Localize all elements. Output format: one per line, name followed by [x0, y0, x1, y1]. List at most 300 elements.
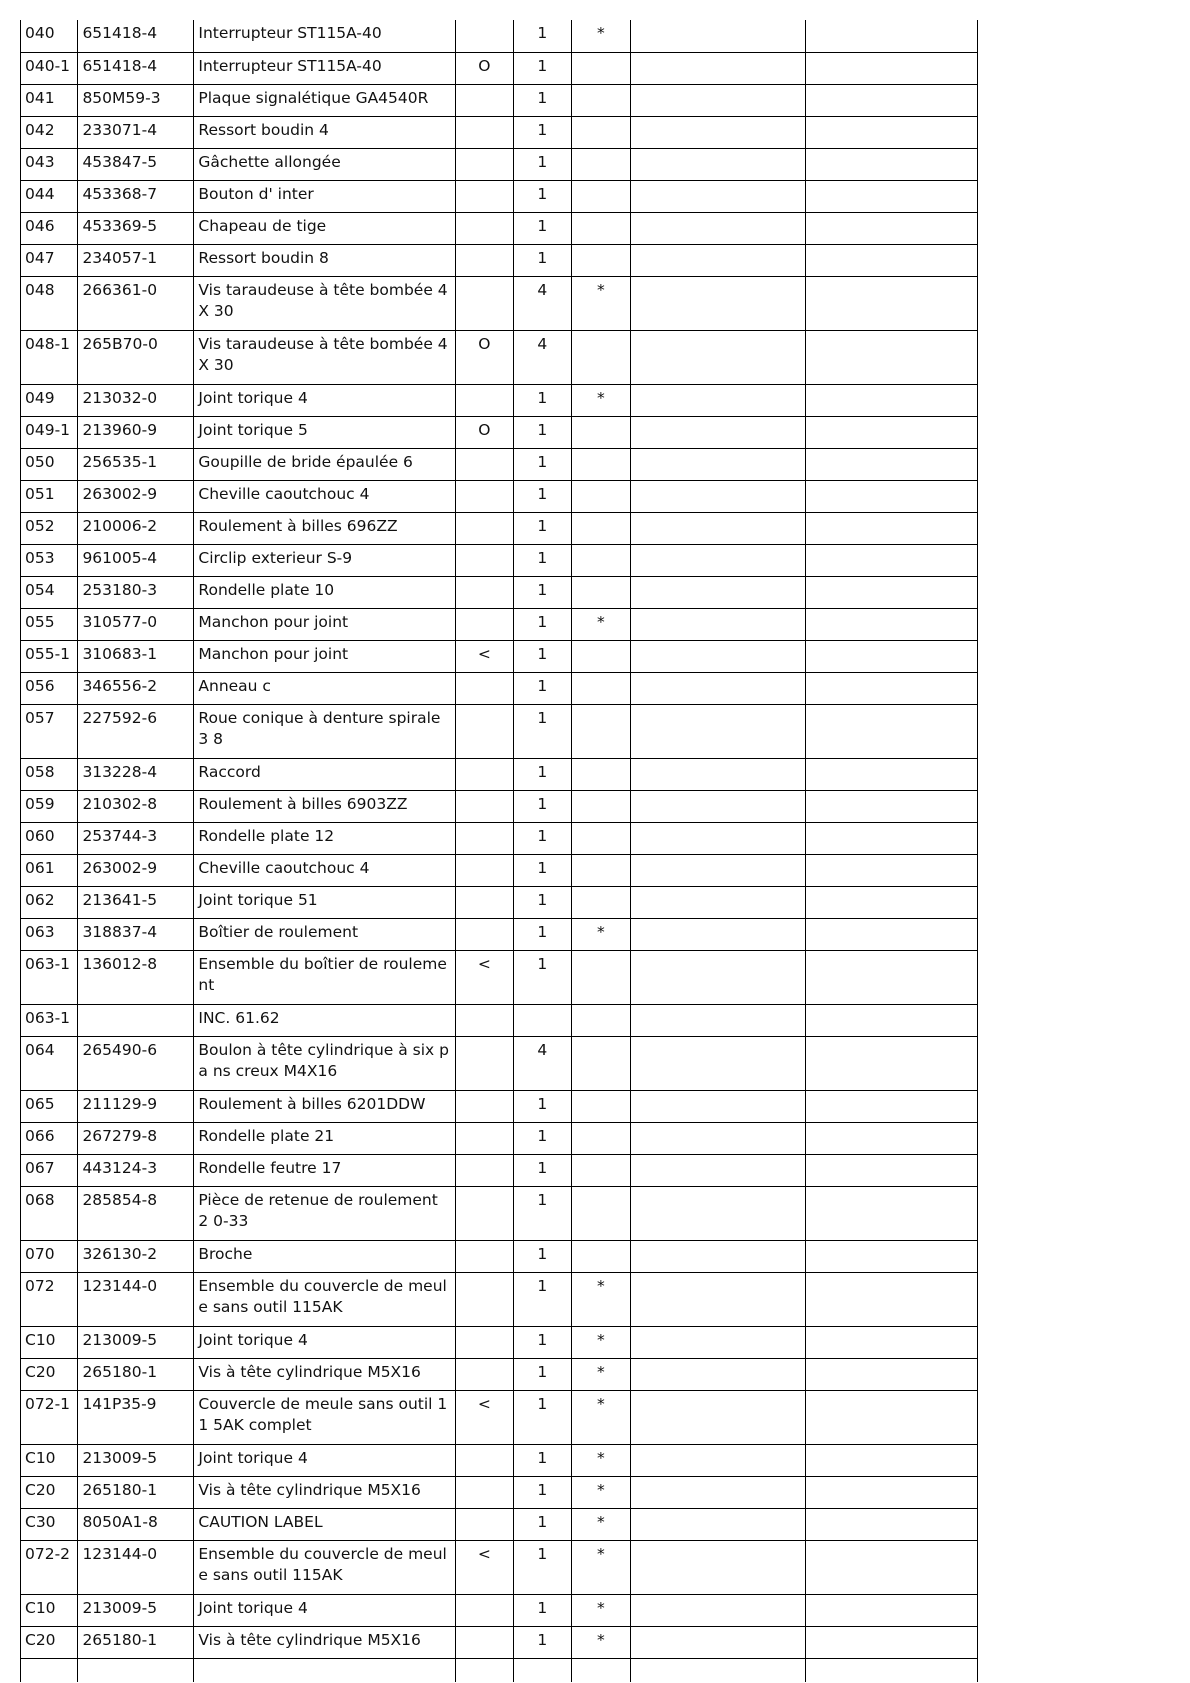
marker: *: [596, 1480, 605, 1499]
marker: [576, 481, 627, 484]
change-code: [460, 1241, 510, 1244]
marker: [576, 705, 627, 708]
part-number-cell: [78, 1508, 194, 1540]
blank-column-b: [810, 545, 973, 548]
part-number: 346556-2: [82, 676, 158, 695]
part-number-cell: [78, 148, 194, 180]
description: Chapeau de tige: [198, 216, 327, 235]
description: Couvercle de meule sans outil 11 5AK complet: [198, 1394, 448, 1434]
blank-column-a-cell: [631, 1358, 805, 1390]
part-number: 234057-1: [82, 248, 158, 267]
item-number: 065: [25, 1094, 55, 1113]
table-row: [21, 1508, 978, 1540]
marker-cell: [571, 1186, 631, 1240]
description-cell: [194, 576, 455, 608]
marker: *: [596, 1330, 605, 1349]
item-number: 066: [25, 1126, 55, 1145]
change-code-cell: [455, 1272, 514, 1326]
marker-cell: [571, 1090, 631, 1122]
marker-cell: [571, 1326, 631, 1358]
part-number: 8050A1-8: [82, 1512, 158, 1531]
blank-column-a: [635, 1509, 800, 1512]
item-number-cell: [21, 1186, 78, 1240]
blank-column-a: [635, 855, 800, 858]
part-number: 256535-1: [82, 452, 158, 471]
blank-column-b: [810, 1327, 973, 1330]
item-number: 054: [25, 580, 55, 599]
change-code-cell: [455, 758, 514, 790]
table-row: [21, 1444, 978, 1476]
quantity-cell: [514, 640, 571, 672]
blank-column-b-cell: [805, 758, 977, 790]
quantity-cell: [514, 1658, 571, 1682]
table-row: [21, 1090, 978, 1122]
description-cell: [194, 672, 455, 704]
marker-cell: [571, 212, 631, 244]
marker: [576, 1037, 627, 1040]
change-code: <: [477, 954, 491, 973]
quantity: 1: [537, 1448, 548, 1467]
part-number: 227592-6: [82, 708, 158, 727]
item-number-cell: [21, 1390, 78, 1444]
blank-column-b-cell: [805, 116, 977, 148]
blank-column-a-cell: [631, 276, 805, 330]
blank-column-a: [635, 577, 800, 580]
item-number-cell: [21, 608, 78, 640]
blank-column-b: [810, 1091, 973, 1094]
blank-column-b: [810, 855, 973, 858]
blank-column-a-cell: [631, 148, 805, 180]
blank-column-b: [810, 481, 973, 484]
quantity-cell: [514, 1122, 571, 1154]
blank-column-a-cell: [631, 480, 805, 512]
marker-cell: [571, 244, 631, 276]
marker-cell: [571, 1154, 631, 1186]
blank-column-b: [810, 513, 973, 516]
description-cell: [194, 1090, 455, 1122]
item-number: 049-1: [25, 420, 71, 439]
table-row: [21, 448, 978, 480]
change-code-cell: [455, 1626, 514, 1658]
table-row: [21, 1272, 978, 1326]
item-number-cell: [21, 330, 78, 384]
description: Broche: [198, 1244, 253, 1263]
blank-column-a-cell: [631, 1090, 805, 1122]
blank-column-b-cell: [805, 1658, 977, 1682]
part-number: 453847-5: [82, 152, 158, 171]
table-row: [21, 822, 978, 854]
blank-column-b: [810, 1595, 973, 1598]
change-code-cell: [455, 212, 514, 244]
description-cell: [194, 640, 455, 672]
description-cell: [194, 1036, 455, 1090]
change-code: [460, 673, 510, 676]
table-row: [21, 330, 978, 384]
description: Joint torique 4: [198, 388, 308, 407]
change-code-cell: [455, 886, 514, 918]
change-code: <: [477, 1394, 491, 1413]
blank-column-b-cell: [805, 854, 977, 886]
part-number: 213960-9: [82, 420, 158, 439]
change-code-cell: [455, 1476, 514, 1508]
blank-column-a: [635, 759, 800, 762]
marker: [576, 117, 627, 120]
blank-column-a: [635, 417, 800, 420]
description: Vis à tête cylindrique M5X16: [198, 1362, 421, 1381]
quantity-cell: [514, 790, 571, 822]
table-row: [21, 918, 978, 950]
quantity: 1: [537, 184, 548, 203]
item-number: 063-1: [25, 954, 71, 973]
description-cell: [194, 758, 455, 790]
change-code: [460, 759, 510, 762]
part-number: 213009-5: [82, 1330, 158, 1349]
blank-column-a: [635, 919, 800, 922]
change-code-cell: [455, 608, 514, 640]
quantity-cell: [514, 1358, 571, 1390]
item-number: 040-1: [25, 56, 71, 75]
blank-column-b: [810, 887, 973, 890]
blank-column-b: [810, 181, 973, 184]
part-number-cell: [78, 1658, 194, 1682]
description: Ressort boudin 4: [198, 120, 329, 139]
description-cell: [194, 1594, 455, 1626]
marker: *: [596, 612, 605, 631]
blank-column-b: [810, 417, 973, 420]
description-cell: [194, 1240, 455, 1272]
table-row: [21, 1626, 978, 1658]
blank-column-b-cell: [805, 1036, 977, 1090]
item-number: 053: [25, 548, 55, 567]
quantity-cell: [514, 480, 571, 512]
description: Anneau c: [198, 676, 271, 695]
blank-column-a-cell: [631, 330, 805, 384]
description: INC. 61.62: [198, 1008, 280, 1027]
part-number: 453368-7: [82, 184, 158, 203]
item-number: 070: [25, 1244, 55, 1263]
description: Joint torique 4: [198, 1330, 308, 1349]
blank-column-a-cell: [631, 416, 805, 448]
description-cell: [194, 52, 455, 84]
item-number-cell: [21, 576, 78, 608]
part-number: 123144-0: [82, 1544, 158, 1563]
marker-cell: [571, 416, 631, 448]
change-code: [460, 117, 510, 120]
description: Interrupteur ST115A-40: [198, 56, 382, 75]
marker: [576, 855, 627, 858]
change-code: [460, 609, 510, 612]
part-number: 263002-9: [82, 484, 158, 503]
blank-column-b-cell: [805, 384, 977, 416]
marker: [576, 245, 627, 248]
part-number: 267279-8: [82, 1126, 158, 1145]
blank-column-a-cell: [631, 1004, 805, 1036]
part-number: 213009-5: [82, 1598, 158, 1617]
description: Boîtier de roulement: [198, 922, 359, 941]
blank-column-b: [810, 1541, 973, 1544]
quantity-cell: [514, 84, 571, 116]
description-cell: [194, 1444, 455, 1476]
item-number-cell: [21, 822, 78, 854]
blank-column-a: [635, 1541, 800, 1544]
part-number-cell: [78, 180, 194, 212]
marker: [576, 1005, 627, 1008]
change-code: [460, 1123, 510, 1126]
marker-cell: [571, 1476, 631, 1508]
marker-cell: [571, 20, 631, 52]
marker-cell: [571, 148, 631, 180]
item-number-cell: [21, 1476, 78, 1508]
table-row: [21, 180, 978, 212]
change-code: O: [478, 56, 491, 75]
change-code-cell: [455, 1594, 514, 1626]
item-number-cell: [21, 244, 78, 276]
quantity: 1: [537, 1480, 548, 1499]
change-code: [460, 1005, 510, 1008]
marker: *: [596, 1544, 605, 1563]
quantity: 1: [537, 484, 548, 503]
part-number: 265180-1: [82, 1630, 158, 1649]
quantity-cell: [514, 758, 571, 790]
item-number: 063-1: [25, 1008, 71, 1027]
description: Vis à tête cylindrique M5X16: [198, 1480, 421, 1499]
blank-column-a-cell: [631, 854, 805, 886]
blank-column-a: [635, 1477, 800, 1480]
marker: [576, 951, 627, 954]
description-cell: [194, 384, 455, 416]
part-number-cell: [78, 1240, 194, 1272]
table-row: [21, 854, 978, 886]
blank-column-a: [635, 85, 800, 88]
change-code-cell: [455, 822, 514, 854]
blank-column-a: [635, 1595, 800, 1598]
blank-column-a-cell: [631, 384, 805, 416]
change-code-cell: [455, 790, 514, 822]
part-number-cell: [78, 1154, 194, 1186]
item-number-cell: [21, 672, 78, 704]
blank-column-a-cell: [631, 1036, 805, 1090]
blank-column-a: [635, 641, 800, 644]
item-number: 042: [25, 120, 55, 139]
marker: [576, 823, 627, 826]
description: Ensemble du couvercle de meule sans outil 115AK: [198, 1544, 447, 1584]
description-cell: [194, 180, 455, 212]
item-number: 050: [25, 452, 55, 471]
part-number: 310683-1: [82, 644, 158, 663]
part-number-cell: [78, 1090, 194, 1122]
part-number: 265490-6: [82, 1040, 158, 1059]
blank-column-a-cell: [631, 1476, 805, 1508]
change-code: [460, 1477, 510, 1480]
change-code: [460, 705, 510, 708]
description-cell: [194, 1358, 455, 1390]
change-code-cell: [455, 276, 514, 330]
table-row: [21, 1186, 978, 1240]
part-number: 233071-4: [82, 120, 158, 139]
part-number-cell: [78, 704, 194, 758]
blank-column-a: [635, 823, 800, 826]
blank-column-a-cell: [631, 950, 805, 1004]
change-code-cell: [455, 480, 514, 512]
item-number-cell: [21, 544, 78, 576]
change-code-cell: [455, 448, 514, 480]
quantity: 1: [537, 24, 548, 42]
blank-column-b: [810, 449, 973, 452]
blank-column-b-cell: [805, 1540, 977, 1594]
quantity: 1: [537, 1544, 548, 1563]
blank-column-a-cell: [631, 1658, 805, 1682]
quantity: 1: [537, 890, 548, 909]
marker-cell: [571, 822, 631, 854]
quantity-cell: [514, 1272, 571, 1326]
blank-column-a-cell: [631, 1240, 805, 1272]
change-code: <: [477, 644, 491, 663]
table-row: [21, 1390, 978, 1444]
description-cell: [194, 1626, 455, 1658]
quantity: 1: [537, 452, 548, 471]
marker-cell: [571, 640, 631, 672]
blank-column-b: [810, 673, 973, 676]
description: Vis taraudeuse à tête bombée 4X 30: [198, 334, 448, 374]
blank-column-b-cell: [805, 448, 977, 480]
blank-column-b-cell: [805, 20, 977, 52]
blank-column-a-cell: [631, 704, 805, 758]
quantity: 1: [537, 1512, 548, 1531]
item-number-cell: [21, 20, 78, 52]
blank-column-a: [635, 1241, 800, 1244]
quantity: 1: [537, 516, 548, 535]
blank-column-b: [810, 951, 973, 954]
item-number: 072: [25, 1276, 55, 1295]
blank-column-b: [810, 609, 973, 612]
blank-column-b-cell: [805, 1090, 977, 1122]
marker-cell: [571, 330, 631, 384]
change-code: [460, 1627, 510, 1630]
part-number: 210302-8: [82, 794, 158, 813]
table-row: [21, 148, 978, 180]
quantity: 1: [537, 1276, 548, 1295]
blank-column-a-cell: [631, 512, 805, 544]
blank-column-a-cell: [631, 1272, 805, 1326]
change-code-cell: [455, 1090, 514, 1122]
part-number: 141P35-9: [82, 1394, 157, 1413]
item-number: C20: [25, 1480, 56, 1499]
description-cell: [194, 822, 455, 854]
change-code-cell: [455, 384, 514, 416]
blank-column-b-cell: [805, 1326, 977, 1358]
marker-cell: [571, 1358, 631, 1390]
blank-column-b-cell: [805, 148, 977, 180]
blank-column-a-cell: [631, 180, 805, 212]
description-cell: [194, 704, 455, 758]
marker-cell: [571, 886, 631, 918]
part-number-cell: [78, 116, 194, 148]
marker: [576, 791, 627, 794]
blank-column-a: [635, 545, 800, 548]
blank-column-a-cell: [631, 212, 805, 244]
quantity: 1: [537, 644, 548, 663]
marker-cell: [571, 576, 631, 608]
blank-column-b: [810, 577, 973, 580]
blank-column-a: [635, 791, 800, 794]
quantity-cell: [514, 544, 571, 576]
table-row: [21, 116, 978, 148]
description: Goupille de bride épaulée 6: [198, 452, 413, 471]
blank-column-b-cell: [805, 1004, 977, 1036]
blank-column-b-cell: [805, 704, 977, 758]
description-cell: [194, 1476, 455, 1508]
blank-column-b: [810, 277, 973, 280]
change-code-cell: [455, 1122, 514, 1154]
change-code: [460, 213, 510, 216]
item-number: 055: [25, 612, 55, 631]
part-number-cell: [78, 1390, 194, 1444]
quantity-cell: [514, 1240, 571, 1272]
blank-column-b-cell: [805, 1476, 977, 1508]
marker: [576, 1091, 627, 1094]
marker-cell: [571, 950, 631, 1004]
part-number: 310577-0: [82, 612, 158, 631]
item-number: C10: [25, 1448, 56, 1467]
part-number: 265180-1: [82, 1362, 158, 1381]
change-code-cell: [455, 148, 514, 180]
item-number-cell: [21, 1444, 78, 1476]
change-code-cell: [455, 1186, 514, 1240]
description: Joint torique 51: [198, 890, 318, 909]
blank-column-b: [810, 1005, 973, 1008]
blank-column-b-cell: [805, 1358, 977, 1390]
marker-cell: [571, 276, 631, 330]
change-code-cell: [455, 52, 514, 84]
description-cell: [194, 1658, 455, 1682]
part-number-cell: [78, 640, 194, 672]
part-number-cell: [78, 790, 194, 822]
item-number: 064: [25, 1040, 55, 1059]
description-cell: [194, 84, 455, 116]
part-number: 443124-3: [82, 1158, 158, 1177]
change-code-cell: [455, 512, 514, 544]
blank-column-b: [810, 759, 973, 762]
change-code: [460, 887, 510, 890]
change-code: [460, 1595, 510, 1598]
quantity: 1: [537, 794, 548, 813]
change-code: [460, 181, 510, 184]
quantity: 1: [537, 548, 548, 567]
blank-column-b-cell: [805, 276, 977, 330]
part-number-cell: [78, 512, 194, 544]
blank-column-a-cell: [631, 886, 805, 918]
blank-column-a: [635, 213, 800, 216]
item-number-cell: [21, 1036, 78, 1090]
blank-column-b-cell: [805, 1390, 977, 1444]
item-number: 048-1: [25, 334, 71, 353]
marker-cell: [571, 1540, 631, 1594]
blank-column-b: [810, 1445, 973, 1448]
part-number-cell: [78, 1186, 194, 1240]
description-cell: [194, 1540, 455, 1594]
part-number-cell: [78, 1122, 194, 1154]
marker-cell: [571, 512, 631, 544]
quantity: 1: [537, 248, 548, 267]
item-number: 057: [25, 708, 55, 727]
marker-cell: [571, 1390, 631, 1444]
marker: [576, 331, 627, 334]
blank-column-b: [810, 1037, 973, 1040]
quantity: 1: [537, 612, 548, 631]
change-code: [460, 791, 510, 794]
item-number: 072-1: [25, 1394, 71, 1413]
part-number: 266361-0: [82, 280, 158, 299]
